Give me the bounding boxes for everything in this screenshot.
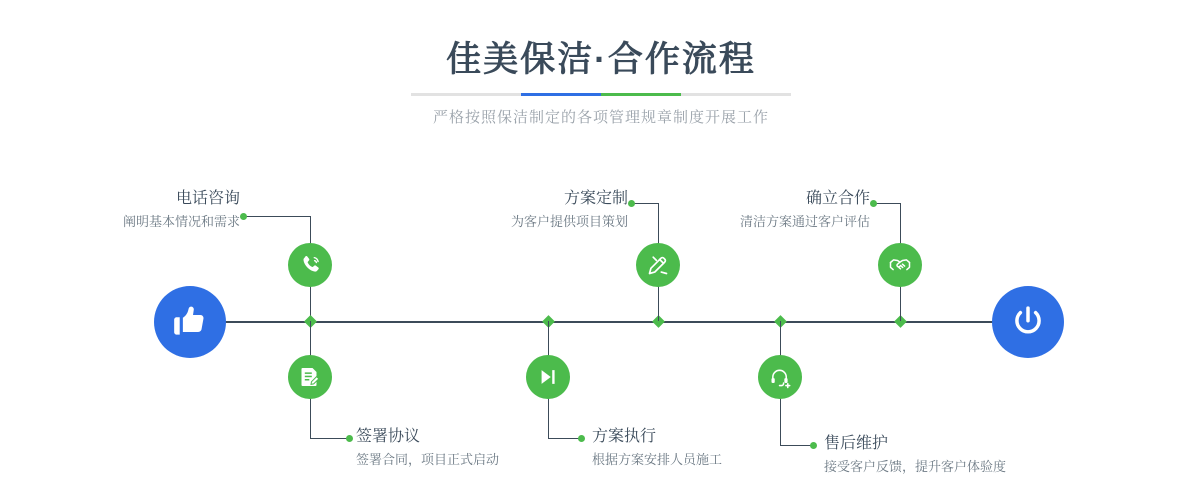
title-divider — [411, 93, 791, 96]
step-label-5 — [824, 434, 1006, 477]
power-icon — [1009, 303, 1047, 341]
step-label-4 — [592, 427, 722, 470]
connector-tip-dot — [578, 435, 585, 442]
step-desc: 为客户提供项目策划 — [510, 214, 628, 229]
step-title: 方案执行 — [592, 428, 657, 445]
headset-support-icon — [769, 366, 792, 389]
divider-green-segment — [601, 93, 681, 96]
page-title: 佳美保洁·合作流程 — [446, 40, 756, 79]
connector-tip-dot — [810, 442, 817, 449]
connector-horizontal — [780, 445, 814, 446]
step-title: 方案定制 — [563, 190, 628, 207]
document-edit-icon — [298, 365, 322, 389]
step-title: 电话咨询 — [175, 190, 240, 207]
step-icon-1 — [288, 243, 332, 287]
step-label-2 — [356, 427, 499, 470]
phone-call-icon — [298, 253, 322, 277]
step-desc: 接受客户反馈，提升客户体验度 — [824, 459, 1007, 474]
step-title: 确立合作 — [805, 190, 870, 207]
step-desc: 根据方案安排人员施工 — [592, 452, 723, 467]
timeline-start-badge — [154, 286, 226, 358]
timeline-end-badge — [992, 286, 1064, 358]
step-label-6 — [620, 189, 870, 232]
divider-blue-segment — [521, 93, 601, 96]
step-label-1 — [0, 189, 240, 232]
step-icon-5 — [758, 355, 802, 399]
step-icon-4 — [526, 355, 570, 399]
connector-tip-dot — [240, 213, 247, 220]
connector-horizontal — [548, 438, 582, 439]
page-subtitle: 严格按照保洁制定的各项管理规章制度开展工作 — [432, 109, 769, 126]
step-icon-2 — [288, 355, 332, 399]
step-desc: 阐明基本情况和需求 — [122, 214, 240, 229]
step-title: 售后维护 — [824, 435, 889, 452]
step-icon-6 — [878, 243, 922, 287]
connector-horizontal — [244, 216, 310, 217]
connector-horizontal — [310, 438, 350, 439]
pen-ruler-icon — [646, 253, 670, 277]
step-label-3 — [380, 189, 628, 232]
step-icon-3 — [636, 243, 680, 287]
thumbs-up-icon — [171, 303, 209, 341]
step-desc: 签署合同，项目正式启动 — [356, 452, 500, 467]
step-desc: 清洁方案通过客户评估 — [739, 214, 870, 229]
play-step-icon — [537, 366, 559, 388]
connector-tip-dot — [870, 200, 877, 207]
step-title: 签署协议 — [356, 428, 421, 445]
handshake-icon — [888, 253, 912, 277]
connector-horizontal — [874, 203, 900, 204]
connector-tip-dot — [346, 435, 353, 442]
